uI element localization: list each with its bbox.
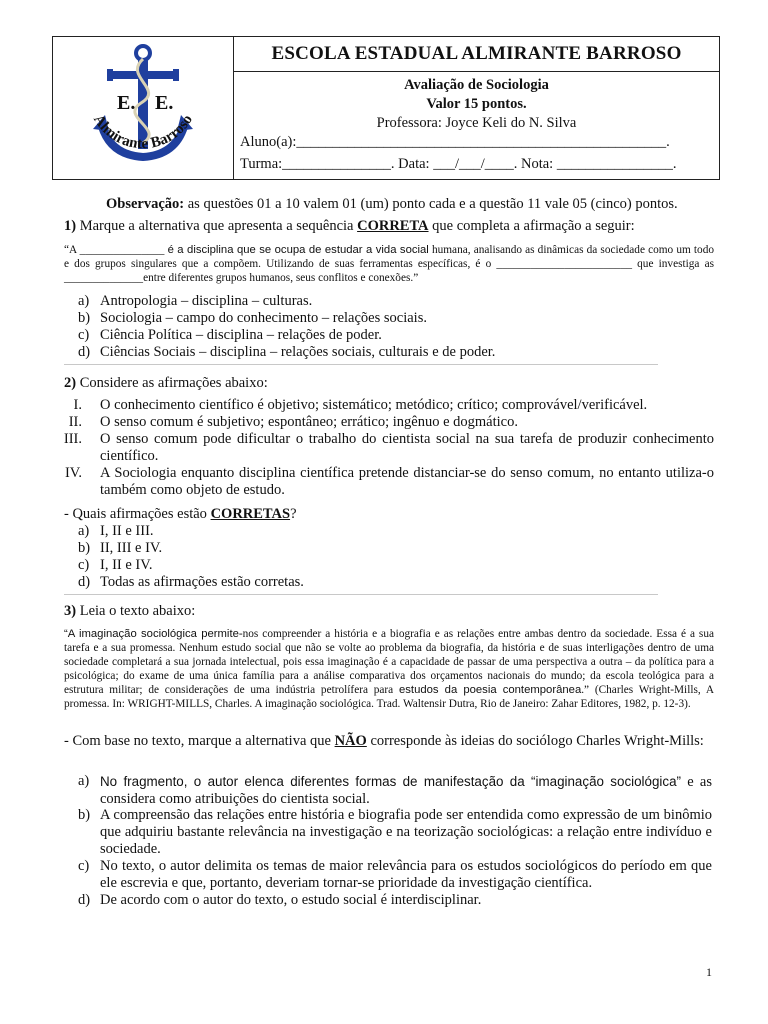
quote-citation: .” (Charles Wright-Mills, A promessa. In: WRIGHT-MILLS, Charles. A imaginação sociológica. Trad. Waltensir Dutra, Rio de Janeiro: Zahar Editores, 1982, p. 12-3).: [64, 684, 715, 710]
exam-value: Valor 15 pontos.: [426, 96, 527, 112]
option-label: d): [78, 892, 91, 908]
q2-option-b[interactable]: [78, 540, 162, 557]
question-2-emphasis: CORRETAS: [210, 506, 291, 522]
option-text: I, II e III.: [100, 523, 154, 539]
option-text: No texto, o autor delimita os temas de maior relevância para os estudos sociológicos do período em que ele escrevia e que, portanto, deveriam tornar-se prioridade da investigação científica.: [100, 858, 712, 891]
q1-option-c[interactable]: [78, 327, 382, 344]
statement-1: [56, 397, 714, 414]
statement-number: III.: [63, 431, 82, 447]
option-label: b): [78, 807, 91, 823]
question-2-prompt-text: Considere as afirmações abaixo:: [76, 375, 268, 391]
option-text: I, II e IV.: [100, 557, 153, 573]
quote-sans: estudos da poesia contemporânea: [399, 684, 582, 696]
divider: [64, 594, 658, 595]
teacher-name: Professora: Joyce Keli do N. Silva: [376, 115, 577, 131]
statement-4: [56, 465, 714, 499]
question-1-prompt: [64, 218, 635, 235]
quote-part-1: “A _______________: [64, 244, 168, 256]
observation-label: Observação:: [106, 196, 185, 212]
question-3-ask-b: corresponde às ideias do sociólogo Charles Wright-Mills:: [366, 733, 704, 749]
option-label: b): [78, 540, 91, 556]
q2-option-a[interactable]: [78, 523, 154, 540]
statement-text: A Sociologia enquanto disciplina científica pretende distanciar-se do senso comum, no entanto utiliza-o também como objeto de estudo.: [100, 465, 714, 498]
quote-open: “A imaginação sociológica permite: [64, 628, 239, 640]
question-3-ask-a: - Com base no texto, marque a alternativa que: [64, 733, 335, 749]
q1-option-a[interactable]: [78, 293, 312, 310]
quote-body: -nos compreender a história e a biografia e as relações entre ambas dentro da sociedade. Essa é a sua tarefa e a sua promessa. Nenhum estudo social que não se volte ao problema da biografia, da história e de suas interligações dentro de uma sociedade completará a sua jornada intelectual, pois essa imaginação é a capacidade de passar de uma perspectiva a outra – da política para a psicológica; do exame de uma única família para a análise comparativa dos orçamentos nacionais do mundo; da escola teológica para a estrutura militar; de considerações de uma indústria petrolífera para: [64, 628, 714, 696]
q3-option-a[interactable]: [78, 773, 714, 808]
q1-option-d[interactable]: [78, 344, 495, 361]
option-text-sans: No fragmento, o autor elenca diferentes formas de manifestação da “imaginação sociológica”: [100, 774, 682, 789]
observation-text: as questões 01 a 10 valem 01 (um) ponto cada e a questão 11 vale 05 (cinco) pontos.: [184, 196, 678, 212]
option-text: Antropologia – disciplina – culturas.: [100, 293, 313, 309]
logo-letter-left: E.: [117, 92, 136, 114]
question-2-prompt: [64, 375, 268, 392]
statement-number: II.: [68, 414, 82, 430]
q3-option-d[interactable]: [78, 892, 481, 909]
option-text: Ciência Política – disciplina – relações de poder.: [100, 327, 382, 343]
statement-2: [56, 414, 714, 431]
question-1-emphasis: CORRETA: [357, 218, 429, 234]
school-name: ESCOLA ESTADUAL ALMIRANTE BARROSO: [234, 37, 719, 72]
option-label: b): [78, 310, 91, 326]
question-3-number: 3): [64, 603, 77, 619]
question-1-prompt-a: Marque a alternativa que apresenta a sequência: [76, 218, 358, 234]
option-text: Todas as afirmações estão corretas.: [100, 574, 304, 590]
option-text: A compreensão das relações entre história e biografia pode ser entendida como expressão de um binômio que adquiriu bastante relevância na investigação e na teorização sociológicas: a relação entre indivíduo e sociedade.: [100, 807, 712, 857]
option-label: a): [78, 773, 90, 789]
q3-option-c[interactable]: [78, 858, 714, 892]
divider: [64, 364, 658, 365]
question-1-quote: [64, 243, 714, 285]
q2-option-d[interactable]: [78, 574, 304, 591]
option-label: c): [78, 327, 90, 343]
statement-number: I.: [73, 397, 82, 413]
question-3-prompt-text: Leia o texto abaixo:: [76, 603, 196, 619]
quote-part-3: humana, analisando as dinâmicas da sociedade como um todo e dos grupos singulares que a compõem. Utilizando de suas ferramentas específicas, é o ________________________ que investiga as ______________entre diferentes grupos humanos, seus conflitos e conexões.”: [64, 244, 714, 284]
quote-part-2: é a disciplina que se ocupa de estudar a vida social: [167, 244, 429, 256]
option-text: Sociologia – campo do conhecimento – relações sociais.: [100, 310, 427, 326]
question-3-emphasis: NÃO: [334, 733, 367, 749]
option-label: a): [78, 523, 90, 539]
statement-3: [56, 431, 714, 465]
q2-option-c[interactable]: [78, 557, 152, 574]
question-3-quote: [64, 627, 714, 711]
student-name-field[interactable]: Aluno(a):___________________________________________________.: [240, 134, 670, 150]
question-1-prompt-b: que completa a afirmação a seguir:: [428, 218, 635, 234]
school-logo: [53, 37, 234, 179]
statement-text: O conhecimento científico é objetivo; sistemático; metódico; crítico; comprovável/verificável.: [100, 397, 648, 413]
q3-option-b[interactable]: [78, 807, 714, 858]
option-text: [100, 773, 712, 808]
question-3-ask: [64, 733, 714, 750]
statement-number: IV.: [64, 465, 82, 481]
option-label: c): [78, 858, 90, 874]
anchor-logo-icon: [53, 37, 233, 179]
option-text: De acordo com o autor do texto, o estudo social é interdisciplinar.: [100, 892, 482, 908]
option-label: c): [78, 557, 90, 573]
class-date-grade-field[interactable]: Turma:_______________. Data: ___/___/____. Nota: ________________.: [240, 156, 677, 172]
statement-text: O senso comum é subjetivo; espontâneo; errático; ingênuo e dogmático.: [100, 414, 518, 430]
logo-arc-text: Almirante Barroso: [90, 111, 196, 153]
question-2-ask-a: - Quais afirmações estão: [64, 506, 211, 522]
option-label: d): [78, 574, 91, 590]
question-1-number: 1): [64, 218, 77, 234]
option-text: Ciências Sociais – disciplina – relações sociais, culturais e de poder.: [100, 344, 496, 360]
observation: [106, 196, 678, 213]
statement-text: O senso comum pode dificultar o trabalho do cientista social na sua tarefa de produzir conhecimento científico.: [100, 431, 714, 464]
option-text: II, III e IV.: [100, 540, 163, 556]
exam-header: [52, 36, 720, 180]
logo-letter-right: E.: [155, 92, 174, 114]
option-label: d): [78, 344, 91, 360]
question-2-number: 2): [64, 375, 77, 391]
exam-title: Avaliação de Sociologia: [404, 77, 549, 93]
page-number: 1: [706, 965, 712, 979]
question-2-ask-b: ?: [290, 506, 297, 522]
exam-info: [234, 72, 719, 179]
question-3-prompt: [64, 603, 195, 620]
question-2-ask: [64, 506, 297, 523]
q1-option-b[interactable]: [78, 310, 427, 327]
option-text-rest: e as considera como atribuições do cientista social.: [100, 774, 713, 807]
option-label: a): [78, 293, 90, 309]
